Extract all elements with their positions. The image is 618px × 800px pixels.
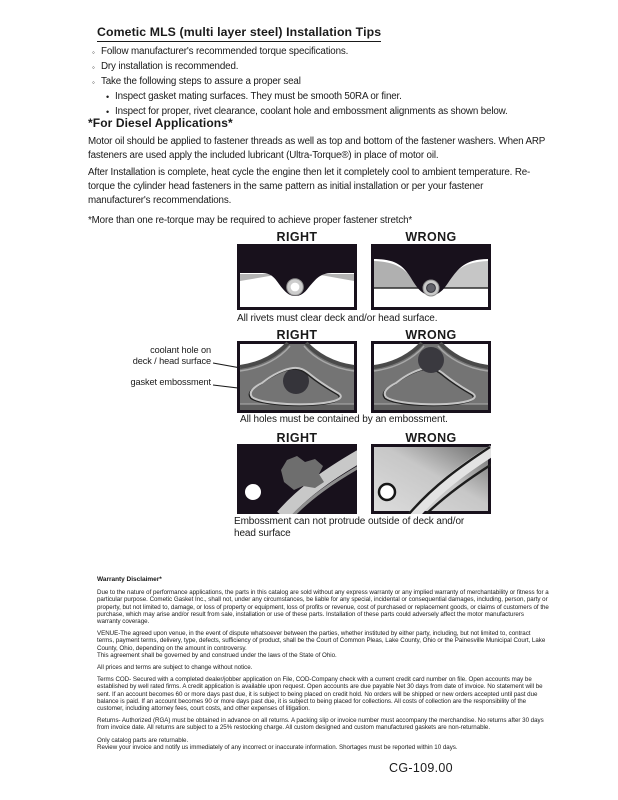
disclaimer-warranty-paragraph: Due to the nature of performance applications, the parts in this catalog are sold without any express warranty or any implied warranty of merchantability or fitness for a particular purpose. Cometic Gasket Inc., shall not, under any circumstances, be liable for any special, incidental or consequential damages, including, person, party or property, but not limited to, damage, or loss of property or equipment, loss of profits or revenue, cost of purchased or replacement goods, or claims of customers of the purchase, which may arise and/or result from sale, installation or use of these parts. Installation of these parts could adversely affect the motor manufacturers warranty coverage.	[97, 589, 549, 626]
rivet-caption: All rivets must clear deck and/or head surface.	[237, 313, 438, 324]
embossment-right-illustration	[237, 444, 357, 514]
rivet-wrong-label: WRONG	[405, 230, 457, 244]
embossment-right-diagram	[237, 444, 357, 514]
coolant-hole-label-line2: deck / head surface	[132, 355, 211, 366]
coolant-hole-label-line1: coolant hole on	[150, 345, 211, 355]
embossment-wrong-diagram	[371, 444, 491, 514]
tip-text: Dry installation is recommended.	[101, 61, 239, 72]
disclaimer-review-note: Review your invoice and notify us immediately of any incorrect or inaccurate information. Shortages must be reported within 10 days.	[97, 743, 458, 751]
disclaimer-terms-paragraph: Terms COD- Secured with a completed dealer/jobber application on File, COD-Company check with a current credit card number on file. Open accounts may be established by well rated firms. A credit application is available upon request. Open accounts are due payable Net 30 days from date of invoice. No statement will be sent. If an account becomes 60 or more days past due, it is subject to being placed on credit hold. No orders will be shipped or new orders accepted until past due balance is paid. If an account becomes 90 or more days past due, it is subject to being placed for collections. All costs of collection are the responsibility of the customer, including attorney fees, court costs, and other expenses of litigation.	[97, 676, 543, 713]
holes-wrong-label: WRONG	[405, 328, 457, 342]
installation-tips-list	[92, 45, 562, 120]
holes-right-illustration	[237, 341, 357, 413]
page-code: CG-109.00	[389, 761, 453, 775]
holes-wrong-diagram	[371, 341, 491, 413]
tip-text: Take the following steps to assure a proper seal	[101, 76, 301, 87]
retorque-note: *More than one re-torque may be required to achieve proper fastener stretch*	[88, 215, 413, 226]
rivet-right-label: RIGHT	[276, 230, 318, 244]
embossment-right-label: RIGHT	[276, 431, 318, 445]
tip-text: Inspect for proper, rivet clearance, coolant hole and embossment alignments as shown below.	[115, 106, 508, 117]
disclaimer-heading: Warranty Disclaimer*	[97, 576, 162, 583]
embossment-wrong-illustration	[371, 444, 491, 514]
tip-item	[92, 60, 562, 75]
disclaimer-governing-law: This agreement shall be governed by and construed under the laws of the State of Ohio.	[97, 651, 337, 659]
circle-bullet-icon: ◦	[92, 63, 95, 72]
disclaimer-returns-paragraph: Returns- Authorized (RGA) must be obtained in advance on all returns. A packing slip or invoice number must accompany the merchandise. No returns after 30 days from invoice date. All returns are subject to a 25% restocking charge. All custom designed and custom manufactured gaskets are non-returnable.	[97, 717, 544, 732]
disclaimer-prices-note: All prices and terms are subject to change without notice.	[97, 664, 253, 672]
disclaimer-venue-paragraph: VENUE-The agreed upon venue, in the event of dispute whatsoever between the parties, whether instituted by either party, including, but not limited to, contract terms, payment terms, delivery, type, defects, sufficiency of product, shall be the Court of Common Pleas, Lake County, Ohio or the Painesville Municipal Court, Lake County, Ohio, depending on the amount in controversy.	[97, 630, 546, 652]
dot-bullet-icon: •	[106, 92, 110, 102]
gasket-embossment-label: gasket embossment	[130, 377, 211, 387]
holes-caption: All holes must be contained by an embossment.	[240, 414, 448, 425]
diesel-paragraph-1: Motor oil should be applied to fastener threads as well as top and bottom of the fastener washers. When ARP fasteners are used apply the included lubricant (Ultra-Torque®) in place of motor oil.	[88, 136, 546, 161]
tip-sub-item	[106, 90, 562, 105]
coolant-hole-label	[96, 345, 211, 366]
rivet-right-diagram	[237, 244, 357, 310]
holes-wrong-illustration	[371, 341, 491, 413]
circle-bullet-icon: ◦	[92, 78, 95, 87]
circle-bullet-icon: ◦	[92, 48, 95, 57]
rivet-right-illustration	[237, 244, 357, 310]
holes-right-diagram	[237, 341, 357, 413]
page-title: Cometic MLS (multi layer steel) Installation Tips	[97, 25, 381, 42]
tip-item	[92, 75, 562, 90]
disclaimer-catalog-note: Only catalog parts are returnable.	[97, 736, 189, 744]
holes-right-label: RIGHT	[276, 328, 318, 342]
tip-text: Follow manufacturer's recommended torque specifications.	[101, 46, 349, 57]
warranty-disclaimer	[97, 576, 549, 751]
dot-bullet-icon: •	[106, 107, 110, 117]
diesel-paragraph-2: After Installation is complete, heat cycle the engine then let it completely cool to ambient temperature. Re-torque the cylinder head fasteners in the same pattern as initial installation or per your fastener manufacturer's recommendations.	[88, 167, 531, 206]
tip-item	[92, 45, 562, 60]
diesel-section-heading: *For Diesel Applications*	[88, 116, 233, 130]
rivet-wrong-diagram	[371, 244, 491, 310]
tip-text: Inspect gasket mating surfaces. They must be smooth 50RA or finer.	[115, 91, 402, 102]
embossment-wrong-label: WRONG	[405, 431, 457, 445]
embossment-caption: Embossment can not protrude outside of deck and/or head surface	[234, 516, 465, 539]
rivet-wrong-illustration	[371, 244, 491, 310]
